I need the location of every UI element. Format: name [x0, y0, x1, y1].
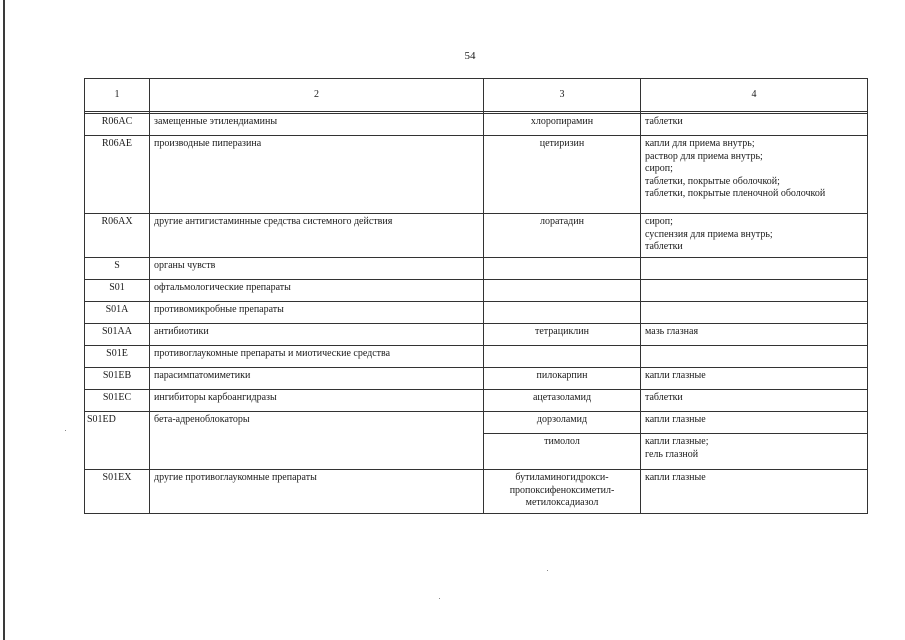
- dosage-form-cell: [641, 368, 868, 390]
- drug-name-cell-line: тетрациклин: [535, 326, 589, 337]
- drug-name-cell: [484, 390, 641, 412]
- table-row: [85, 368, 868, 390]
- group-name-cell: ингибиторы карбоангидразы: [150, 390, 484, 412]
- dosage-form-cell-line: раствор для приема внутрь;: [645, 150, 763, 162]
- dosage-form-cell-line: таблетки, покрытые пленочной оболочкой: [645, 188, 826, 199]
- group-name-cell: антибиотики: [150, 324, 484, 346]
- drug-name-cell: [484, 136, 641, 214]
- drug-name-cell: [484, 368, 641, 390]
- table-row: [85, 136, 868, 214]
- table-row: [85, 214, 868, 258]
- group-name-cell: замещенные этилендиамины: [150, 114, 484, 136]
- drug-name-cell: [484, 324, 641, 346]
- drug-name-cell-line: ацетазоламид: [532, 392, 592, 403]
- scan-speck: [439, 598, 440, 599]
- atc-code-cell: S01: [85, 280, 150, 302]
- scan-margin-line: [3, 0, 5, 640]
- atc-code-cell: S01EB: [85, 368, 150, 390]
- drug-name-cell: [484, 214, 641, 258]
- dosage-form-cell-line: сироп;: [645, 163, 673, 174]
- page-number: 54: [464, 50, 476, 62]
- table-row: [85, 258, 868, 280]
- table-row: [85, 114, 868, 136]
- table-row: [85, 324, 868, 346]
- table-row: [85, 412, 868, 434]
- drug-name-cell-line: бутиламиногидрокси-: [515, 472, 609, 483]
- drug-name-cell-line: метилоксадиазол: [525, 497, 599, 508]
- dosage-form-cell-line: таблетки: [645, 241, 683, 252]
- drug-name-cell: тимолол: [484, 434, 641, 470]
- atc-code-cell: R06AE: [85, 136, 150, 214]
- drug-name-cell-line: хлоропирамин: [530, 116, 594, 127]
- dosage-form-cell-line: капли глазные: [645, 370, 706, 381]
- group-name-cell: противомикробные препараты: [150, 302, 484, 324]
- group-name-cell: другие антигистаминные средства системного действия: [150, 214, 484, 258]
- group-name-cell: парасимпатомиметики: [150, 368, 484, 390]
- dosage-form-cell: [641, 434, 868, 470]
- dosage-form-cell: [641, 214, 868, 258]
- drug-name-cell: дорзоламид: [484, 412, 641, 434]
- dosage-form-cell-line: капли для приема внутрь;: [645, 138, 755, 149]
- drug-name-cell: [484, 470, 641, 514]
- table-row: [85, 390, 868, 412]
- table-row: [85, 280, 868, 302]
- dosage-form-cell: [641, 258, 868, 280]
- drug-name-cell: [484, 114, 641, 136]
- header-cell: 2: [150, 79, 484, 112]
- atc-code-cell: S01EC: [85, 390, 150, 412]
- table-row: [85, 302, 868, 324]
- dosage-form-cell: [641, 280, 868, 302]
- drug-name-cell: [484, 280, 641, 302]
- group-name-cell: органы чувств: [150, 258, 484, 280]
- header-cell: 3: [484, 79, 641, 112]
- dosage-form-cell-line: таблетки: [645, 392, 683, 403]
- dosage-form-cell-line: капли глазные: [645, 472, 706, 483]
- dosage-form-cell-line: таблетки: [645, 116, 683, 127]
- dosage-form-cell-line: сироп;: [645, 216, 673, 227]
- atc-code-cell: R06AX: [85, 214, 150, 258]
- drug-name-cell-line: цетиризин: [539, 138, 585, 149]
- scan-speck: [65, 430, 66, 431]
- table-row: [85, 346, 868, 368]
- atc-code-cell: S01A: [85, 302, 150, 324]
- table-row: [85, 470, 868, 514]
- dosage-form-cell-line: мазь глазная: [645, 326, 699, 337]
- header-cell: 1: [85, 79, 150, 112]
- drug-name-cell-line: пропоксифеноксиметил-: [509, 484, 615, 496]
- group-name-cell: противоглаукомные препараты и миотические средства: [150, 346, 484, 368]
- medicine-table: [84, 78, 868, 514]
- dosage-form-cell-line: таблетки, покрытые оболочкой;: [645, 175, 780, 187]
- header-cell: 4: [641, 79, 868, 112]
- dosage-form-cell-line: гель глазной: [645, 448, 699, 460]
- group-name-cell: бета-адреноблокаторы: [150, 412, 484, 470]
- dosage-form-cell: [641, 136, 868, 214]
- dosage-form-cell-line: капли глазные: [645, 414, 706, 425]
- group-name-cell: офтальмологические препараты: [150, 280, 484, 302]
- drug-name-cell-line: лоратадин: [540, 216, 584, 227]
- group-name-cell: производные пиперазина: [150, 136, 484, 214]
- atc-code-cell: R06AC: [85, 114, 150, 136]
- dosage-form-cell: [641, 470, 868, 514]
- group-name-cell: другие противоглаукомные препараты: [150, 470, 484, 514]
- dosage-form-cell-line: капли глазные;: [645, 436, 709, 447]
- dosage-form-cell: [641, 346, 868, 368]
- drug-name-cell: [484, 258, 641, 280]
- dosage-form-cell: [641, 302, 868, 324]
- atc-code-cell: S01E: [85, 346, 150, 368]
- dosage-form-cell: [641, 114, 868, 136]
- dosage-form-cell: [641, 412, 868, 434]
- scan-speck: [547, 570, 548, 571]
- drug-name-cell-line: пилокарпин: [536, 370, 588, 381]
- dosage-form-cell: [641, 324, 868, 346]
- drug-name-cell: [484, 302, 641, 324]
- atc-code-cell: S01AA: [85, 324, 150, 346]
- drug-name-cell: [484, 346, 641, 368]
- atc-code-cell: S01EX: [85, 470, 150, 514]
- table-header-row: [85, 79, 868, 112]
- dosage-form-cell: [641, 390, 868, 412]
- dosage-form-cell-line: суспензия для приема внутрь;: [645, 228, 773, 240]
- atc-code-cell: S: [85, 258, 150, 280]
- atc-code-cell: S01ED: [85, 412, 150, 470]
